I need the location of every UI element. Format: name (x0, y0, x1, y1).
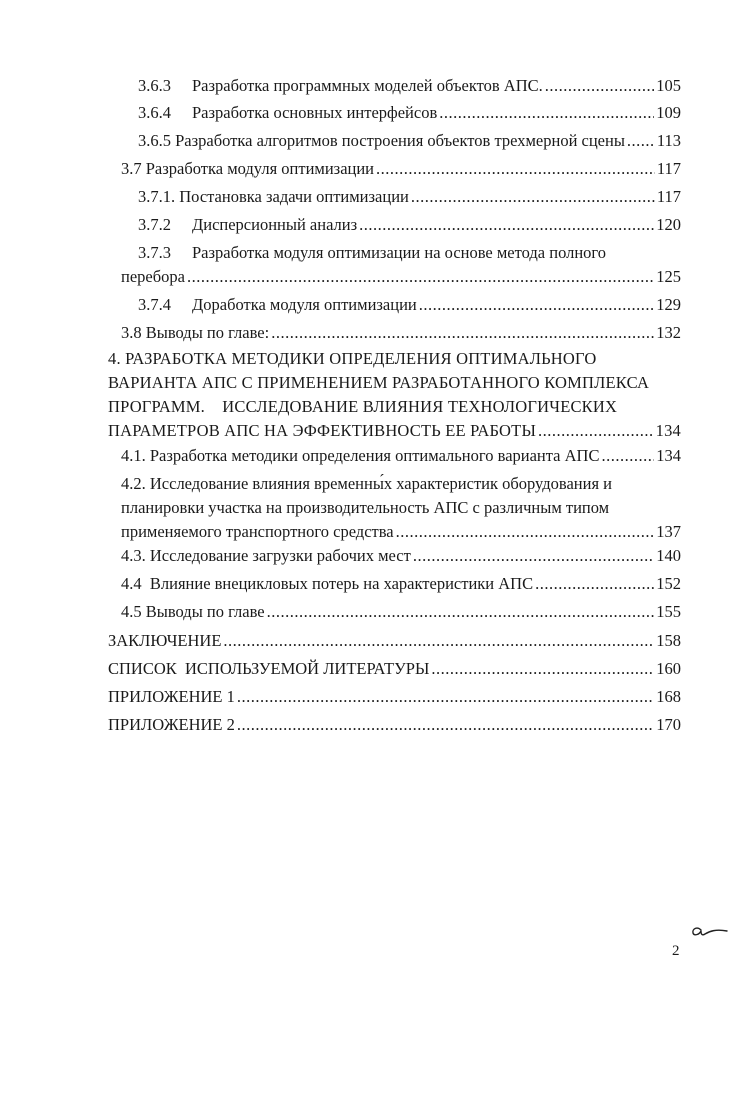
toc-entry-conclusion[interactable] (108, 629, 681, 653)
toc-entry-page: 120 (656, 215, 681, 234)
toc-entry-page: 134 (656, 446, 681, 465)
toc-entry-title: Доработка модуля оптимизации (192, 295, 417, 314)
toc-entry-3-6-5[interactable] (138, 129, 681, 153)
toc-leader-dots (223, 629, 654, 653)
toc-entry-title: СПИСОК ИСПОЛЬЗУЕМОЙ ЛИТЕРАТУРЫ (108, 659, 430, 678)
toc-entry-title: Разработка модуля оптимизации на основе метода полного (192, 243, 607, 262)
toc-entry-title: 3.6.5 Разработка алгоритмов построения объектов трехмерной сцены (138, 131, 625, 150)
toc-entry-title: Дисперсионный анализ (192, 215, 358, 234)
toc-entry-page: 158 (656, 631, 681, 650)
toc-entry-page: 109 (656, 103, 681, 122)
toc-leader-dots (267, 600, 655, 624)
toc-entry-number: 3.6.4 (138, 103, 171, 122)
toc-chapter-title-line: 4. РАЗРАБОТКА МЕТОДИКИ ОПРЕДЕЛЕНИЯ ОПТИМАЛЬНОГО (108, 349, 597, 368)
toc-entry-title: 4.1. Разработка методики определения оптимального варианта АПС (121, 446, 600, 465)
toc-entry-4-3[interactable] (121, 544, 681, 568)
toc-entry-page: 160 (656, 659, 681, 678)
toc-entry-3-7-3[interactable] (121, 241, 681, 289)
handwritten-mark-icon (690, 922, 730, 944)
toc-entry-number: 3.6.3 (138, 76, 171, 95)
toc-leader-dots (237, 713, 654, 737)
toc-entry-page: 132 (656, 323, 681, 342)
toc-leader-dots (535, 572, 654, 596)
toc-entry-number: 3.7.2 (138, 215, 171, 234)
toc-entry-title: Разработка программных моделей объектов АПС. (192, 76, 543, 95)
toc-leader-dots (271, 321, 654, 345)
toc-entry-3-7-2[interactable] (138, 213, 681, 237)
toc-leader-dots (601, 444, 654, 468)
toc-entry-4-4[interactable] (121, 572, 681, 596)
toc-leader-dots (237, 685, 654, 709)
toc-entry-page: 152 (656, 574, 681, 593)
toc-leader-dots (187, 265, 654, 289)
toc-entry-4-5[interactable] (121, 600, 681, 624)
toc-entry-title: 3.7.1. Постановка задачи оптимизации (138, 187, 409, 206)
toc-entry-3-7-1[interactable] (138, 185, 681, 209)
toc-leader-dots (419, 293, 655, 317)
toc-leader-dots (439, 101, 654, 125)
toc-chapter-title-line: ВАРИАНТА АПС С ПРИМЕНЕНИЕМ РАЗРАБОТАННОГО КОМПЛЕКСА (108, 373, 650, 392)
toc-entry-page: 129 (656, 295, 681, 314)
toc-entry-4-1[interactable] (121, 444, 681, 468)
toc-entry-references[interactable] (108, 657, 681, 681)
toc-entry-chapter-4[interactable] (108, 347, 681, 443)
toc-leader-dots (376, 157, 655, 181)
toc-entry-page: 134 (655, 421, 681, 440)
toc-entry-title: 4.2. Исследование влияния временны́х характеристик оборудования и (121, 474, 613, 493)
toc-leader-dots (396, 520, 655, 544)
toc-leader-dots (413, 544, 654, 568)
toc-entry-page: 125 (656, 267, 681, 286)
toc-entry-title-continued: планировки участка на производительность АПС с различным типом (121, 498, 610, 517)
toc-entry-title: ПРИЛОЖЕНИЕ 1 (108, 687, 235, 706)
toc-entry-3-8[interactable] (121, 321, 681, 345)
toc-leader-dots (411, 185, 655, 209)
toc-entry-number: 3.7.3 (138, 243, 171, 262)
toc-entry-3-6-4[interactable] (138, 101, 681, 125)
toc-entry-title: ЗАКЛЮЧЕНИЕ (108, 631, 222, 650)
toc-chapter-title-line: ПАРАМЕТРОВ АПС НА ЭФФЕКТИВНОСТЬ ЕЕ РАБОТЫ (108, 421, 537, 440)
toc-entry-appendix-2[interactable] (108, 713, 681, 737)
toc-entry-page: 170 (656, 715, 681, 734)
toc-chapter-title-line: ПРОГРАММ. ИССЛЕДОВАНИЕ ВЛИЯНИЯ ТЕХНОЛОГИЧЕСКИХ (108, 397, 618, 416)
toc-entry-title: 4.3. Исследование загрузки рабочих мест (121, 546, 411, 565)
toc-entry-page: 140 (656, 546, 681, 565)
toc-entry-page: 113 (656, 131, 681, 150)
toc-entry-title: ПРИЛОЖЕНИЕ 2 (108, 715, 235, 734)
toc-entry-title: 4.4 Влияние внецикловых потерь на характеристики АПС (121, 574, 534, 593)
toc-entry-4-2[interactable] (121, 472, 681, 544)
handwritten-mark (690, 922, 730, 949)
toc-entry-title: 3.7 Разработка модуля оптимизации (121, 159, 375, 178)
toc-entry-title: 3.8 Выводы по главе: (121, 323, 270, 342)
toc-entry-3-7[interactable] (121, 157, 681, 181)
toc-leader-dots (431, 657, 654, 681)
toc-entry-page: 105 (656, 76, 681, 95)
toc-entry-3-7-4[interactable] (138, 293, 681, 317)
toc-entry-3-6-3[interactable] (138, 74, 681, 98)
toc-entry-title: Разработка основных интерфейсов (192, 103, 438, 122)
toc-leader-dots (538, 419, 654, 443)
toc-entry-page: 168 (656, 687, 681, 706)
toc-entry-appendix-1[interactable] (108, 685, 681, 709)
page-number: 2 (672, 943, 680, 959)
toc-entry-page: 155 (656, 602, 681, 621)
toc-entry-number: 3.7.4 (138, 295, 171, 314)
toc-entry-title-continued: перебора (121, 267, 185, 286)
toc-entry-title-continued: применяемого транспортного средства (121, 522, 394, 541)
toc-leader-dots (627, 129, 655, 153)
toc-entry-title: 4.5 Выводы по главе (121, 602, 265, 621)
toc-leader-dots (545, 74, 655, 98)
toc-entry-page: 137 (656, 522, 681, 541)
toc-entry-page: 117 (656, 187, 681, 206)
toc-entry-page: 117 (656, 159, 681, 178)
toc-leader-dots (359, 213, 654, 237)
